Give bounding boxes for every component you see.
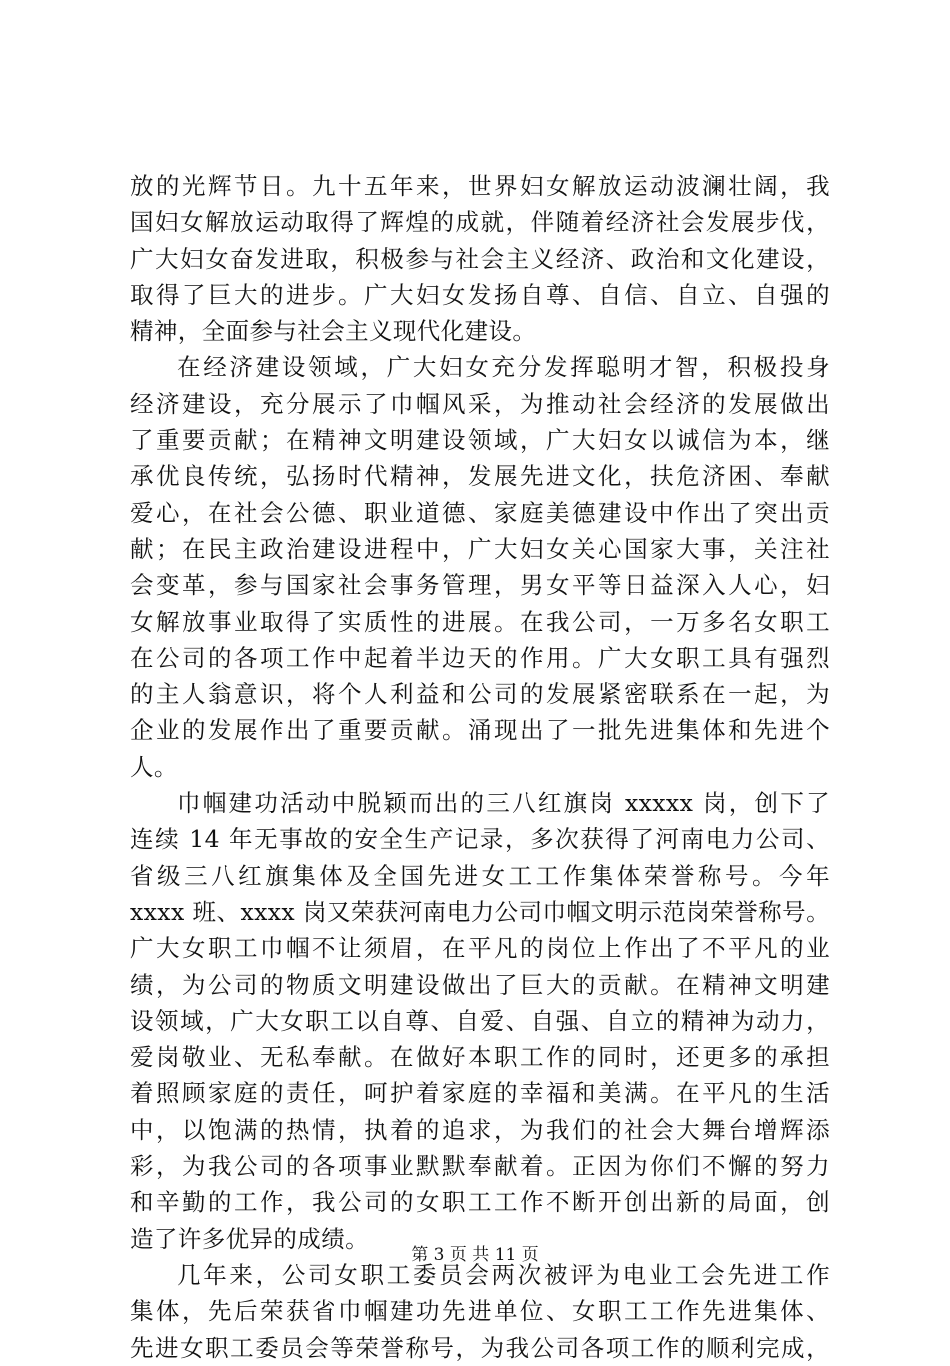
text-line: 彩，为我公司的各项事业默默奉献着。正因为你们不懈的努力 xyxy=(130,1152,830,1181)
text-line: 女解放事业取得了实质性的进展。在我公司，一万多名女职工 xyxy=(130,607,830,636)
text-line: 承优良传统，弘扬时代精神，发展先进文化，扶危济困、奉献 xyxy=(130,462,830,491)
body-text xyxy=(130,168,830,1366)
text-line: 企业的发展作出了重要贡献。涌现出了一批先进集体和先进个 xyxy=(130,716,830,745)
page-number-footer: 第 3 页 共 11 页 xyxy=(411,1245,539,1265)
text-line: 放的光辉节日。九十五年来，世界妇女解放运动波澜壮阔，我 xyxy=(130,172,830,200)
text-line: 在公司的各项工作中起着半边天的作用。广大女职工具有强烈 xyxy=(130,643,830,672)
text-line: 中，以饱满的热情，执着的追求，为我们的社会大舞台增辉添 xyxy=(130,1115,830,1144)
text-line: 广大女职工巾帼不让须眉，在平凡的岗位上作出了不平凡的业 xyxy=(130,934,830,963)
text-line: 了重要贡献；在精神文明建设领域，广大妇女以诚信为本，继 xyxy=(130,426,830,455)
text-line: 在经济建设领域，广大妇女充分发挥聪明才智，积极投身 xyxy=(177,353,830,382)
text-line: 会变革，参与国家社会事务管理，男女平等日益深入人心，妇 xyxy=(130,571,830,600)
text-line: 取得了巨大的进步。广大妇女发扬自尊、自信、自立、自强的 xyxy=(130,280,830,309)
text-line: 几年来，公司女职工委员会两次被评为电业工会先进工作 xyxy=(177,1260,830,1289)
text-line: 国妇女解放运动取得了辉煌的成就，伴随着经济社会发展步伐， xyxy=(130,208,830,237)
text-line: 造了许多优异的成绩。 xyxy=(130,1224,369,1253)
text-line: 先进女职工委员会等荣誉称号，为我公司各项工作的顺利完成， xyxy=(130,1333,830,1362)
text-line: 巾帼建功活动中脱颖而出的三八红旗岗 xxxxx 岗，创下了 xyxy=(177,789,830,818)
text-line: 绩，为公司的物质文明建设做出了巨大的贡献。在精神文明建 xyxy=(130,970,830,999)
text-line: 经济建设，充分展示了巾帼风采，为推动社会经济的发展做出 xyxy=(130,389,830,418)
text-line: 爱岗敬业、无私奉献。在做好本职工作的同时，还更多的承担 xyxy=(130,1043,830,1072)
text-line: 的主人翁意识，将个人利益和公司的发展紧密联系在一起，为 xyxy=(130,680,830,709)
text-line: 省级三八红旗集体及全国先进女工工作集体荣誉称号。今年 xyxy=(130,861,830,890)
text-line: 献；在民主政治建设进程中，广大妇女关心国家大事，关注社 xyxy=(130,534,830,563)
text-line: 广大妇女奋发进取，积极参与社会主义经济、政治和文化建设， xyxy=(130,244,830,273)
text-line: 爱心，在社会公德、职业道德、家庭美德建设中作出了突出贡 xyxy=(130,498,830,527)
text-line: 精神，全面参与社会主义现代化建设。 xyxy=(130,317,537,346)
text-line: 连续 14 年无事故的安全生产记录，多次获得了河南电力公司、 xyxy=(130,825,830,854)
text-line: 和辛勤的工作，我公司的女职工工作不断开创出新的局面，创 xyxy=(130,1188,830,1217)
text-line: 着照顾家庭的责任，呵护着家庭的幸福和美满。在平凡的生活 xyxy=(130,1079,830,1108)
text-line: xxxx 班、xxxx 岗又荣获河南电力公司巾帼文明示范岗荣誉称号。 xyxy=(130,897,830,926)
text-line: 人。 xyxy=(130,752,178,781)
text-line: 集体，先后荣获省巾帼建功先进单位、女职工工作先进集体、 xyxy=(130,1297,830,1326)
text-line: 设领域，广大女职工以自尊、自爱、自强、自立的精神为动力， xyxy=(130,1006,830,1035)
